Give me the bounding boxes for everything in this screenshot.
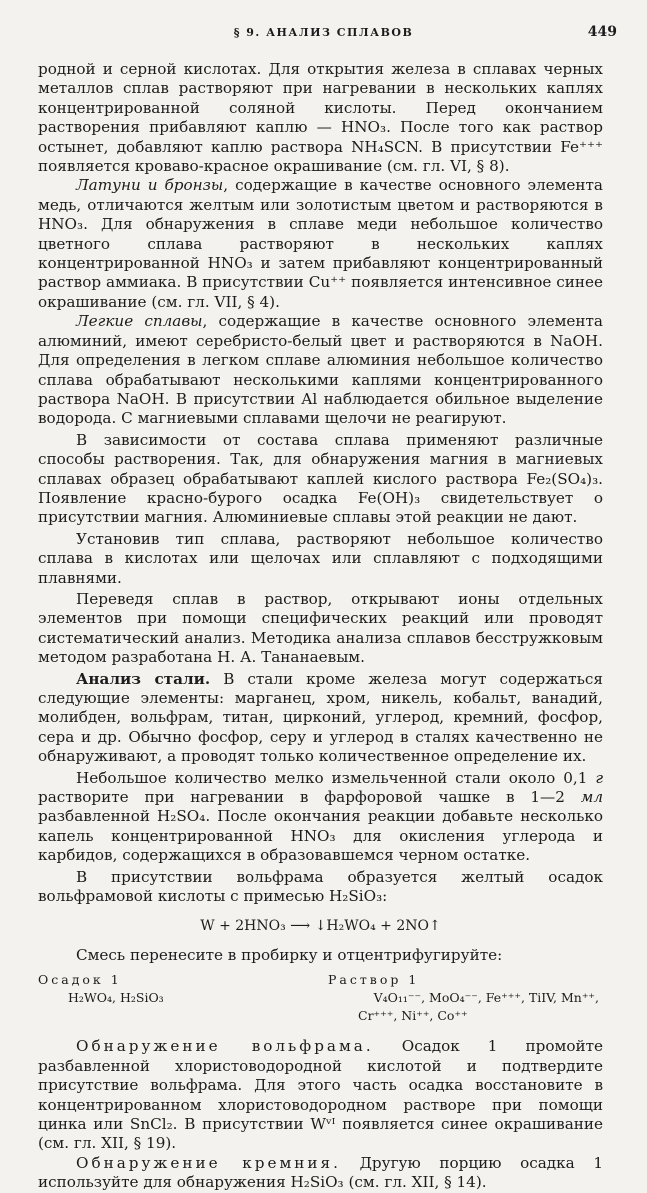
paragraph-tungsten-detection-text: Осадок 1 промойте разбавленной хлористоводородной кислотой и подтвердите присутствие вольфрама. Для этого часть осадка восстановите в концентрированном хлористоводородном растворе при помощи цинка или SnCl₂. В присутствии Wᵛᴵ появляется синее окрашивание (см. гл. XII, § 19).: [38, 1037, 604, 1153]
term-brass-bronze: Латуни и бронзы: [76, 176, 224, 195]
paragraph-brass-bronze: [38, 176, 603, 312]
paragraph-silicon-detection: [38, 1154, 603, 1193]
paragraph-sample-dissolution: Небольшое количество мелко измельченной стали около 0,1 г растворите при нагревании в фарфоровой чашке в 1—2 мл разбавленной H₂SO₄. После окончания реакции добавьте несколько капель концентрированной HNO₃ для окисления углерода и карбидов, содержащихся в образовавшемся черном остатке.: [38, 768, 603, 865]
scheme-solution-ions-2: Cr⁺⁺⁺, Ni⁺⁺, Co⁺⁺: [358, 1008, 468, 1024]
paragraph-iron: родной и серной кислотах. Для открытия железа в сплавах черных металлов сплав растворяют при нагревании в нескольких каплях концентрированной соляной кислоты. Перед окончанием растворения прибавляют каплю — HNO₃. После того как раствор остынет, добавляют каплю раствора NH₄SCN. В присутствии Fe⁺⁺⁺ появляется кроваво-красное окрашивание (см. гл. VI, § 8).: [38, 60, 603, 176]
reaction-equation: W + 2HNO₃ ⟶ ↓H₂WO₄ + 2NO↑: [200, 918, 441, 935]
paragraph-steel-analysis: [38, 670, 603, 767]
paragraph-brass-bronze-text: , содержащие в качестве основного элемента медь, отличаются желтым или золотистым цветом и растворяются в HNO₃. Для обнаружения в сплаве меди небольшое количество цветного сплава растворяют в нескольких каплях концентрированной HNO₃ и затем прибавляют концентрированный раствор аммиака. В присутствии Cu⁺⁺ появляется интенсивное синее окрашивание (см. гл. VII, § 4).: [38, 176, 603, 311]
paragraph-dissolution: В зависимости от состава сплава применяют различные способы растворения. Так, для обнаружения магния в магниевых сплавах образец обрабатывают каплей кислого раствора Fe₂(SO₄)₃. Появление красно-бурого осадка Fe(OH)₃ свидетельствует о присутствии магния. Алюминиевые сплавы этой реакции не дают.: [38, 430, 603, 527]
unit-gram: г: [595, 768, 603, 787]
heading-tungsten-detection: Обнаружение вольфрама.: [76, 1037, 374, 1056]
page-body: [38, 60, 603, 1193]
paragraph-centrifuge: Смесь перенесите в пробирку и отцентрифугируйте:: [76, 945, 503, 964]
scheme-solution-ions-1: V₄O₁₁⁻⁻, MoO₄⁻⁻, Fe⁺⁺⁺, TiIV, Mn⁺⁺,: [373, 990, 599, 1006]
page-number: 449: [587, 24, 617, 40]
scheme-solution: [328, 971, 603, 1025]
scheme-precipitate-content: H₂WO₄, H₂SiO₃: [68, 990, 164, 1006]
scheme-precipitate-heading: Осадок 1: [38, 972, 122, 988]
separation-scheme: [38, 971, 603, 1025]
paragraph-alloy-type: Установив тип сплава, растворяют небольшое количество сплава в кислотах или щелочах или сплавляют с подходящими плавнями.: [38, 529, 603, 587]
term-light-alloys: Легкие сплавы: [76, 312, 203, 331]
scheme-solution-heading: Раствор 1: [328, 972, 420, 988]
scheme-precipitate: [38, 971, 328, 1025]
paragraph-light-alloys: [38, 312, 603, 428]
running-header: [0, 26, 647, 46]
paragraph-light-alloys-text: , содержащие в качестве основного элемента алюминий, имеют серебристо-белый цвет и растворяются в NaOH. Для определения в легком сплаве алюминия небольшое количество сплава обрабатывают несколькими каплями концентрированного раствора NaOH. В присутствии Al наблюдается обильное выделение водорода. С магниевыми сплавами щелочи не реагируют.: [38, 312, 603, 428]
heading-steel-analysis: Анализ стали.: [76, 669, 211, 688]
section-title: § 9. АНАЛИЗ СПЛАВОВ: [233, 26, 414, 39]
unit-ml: мл: [580, 788, 603, 807]
heading-silicon-detection: Обнаружение кремния.: [76, 1153, 341, 1172]
paragraph-tungsten-precipitate: В присутствии вольфрама образуется желтый осадок вольфрамовой кислоты с примесью H₂SiO₃:: [38, 867, 603, 906]
paragraph-silicon-detection-text: Другую порцию осадка 1 используйте для обнаружения H₂SiO₃ (см. гл. XII, § 14).: [38, 1153, 603, 1192]
paragraph-ion-detection: Переведя сплав в раствор, открывают ионы отдельных элементов при помощи специфических реакций или проводят систематический анализ. Методика анализа сплавов бесстружковым методом разработана Н. А. Тананаевым.: [38, 589, 603, 667]
paragraph-steel-analysis-text: В стали кроме железа могут содержаться следующие элементы: марганец, хром, никель, кобальт, ванадий, молибден, вольфрам, титан, цирконий, углерод, кремний, фосфор, сера и др. Обычно фосфор, серу и углерод в сталях качественно не обнаруживают, а проводят только количественное определение их.: [38, 669, 603, 766]
paragraph-tungsten-detection: [38, 1037, 603, 1153]
